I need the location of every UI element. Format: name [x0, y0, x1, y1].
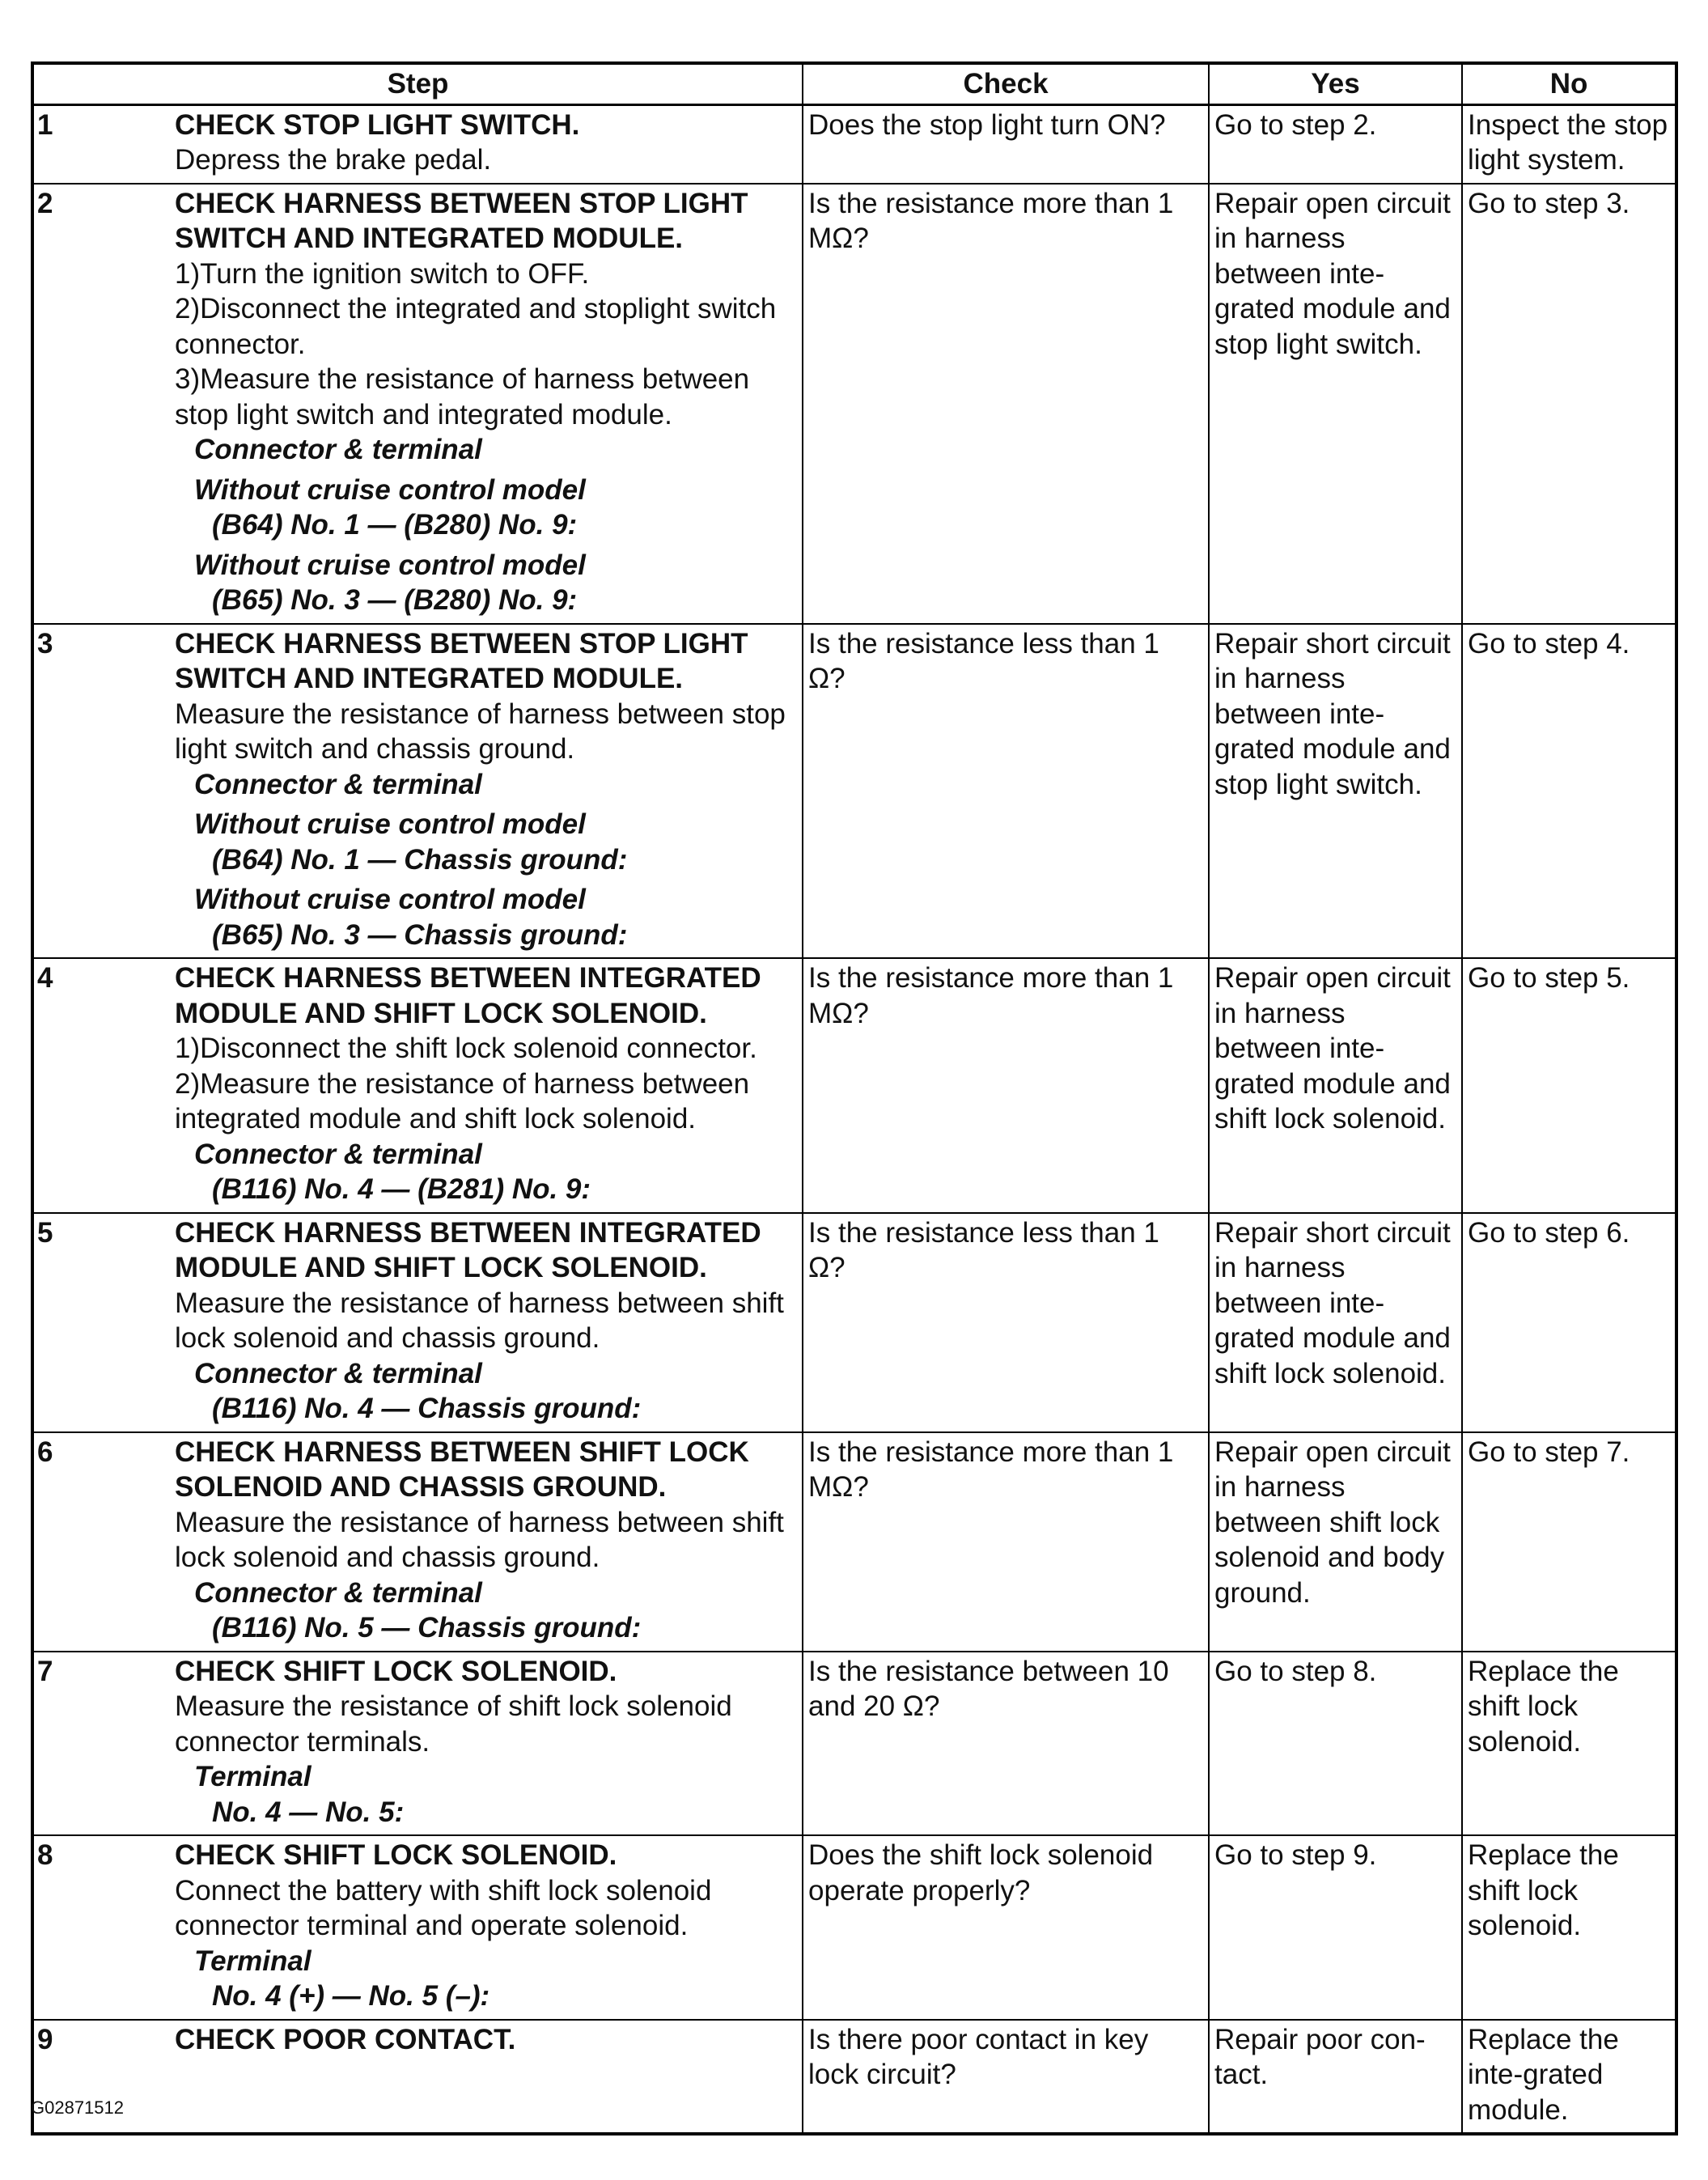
connector-terminal-label: Connector & terminal	[194, 1576, 482, 1609]
step-procedure	[170, 2020, 803, 2135]
table-row	[32, 104, 1676, 184]
terminal-pins: (B64) No. 1 — Chassis ground:	[212, 843, 628, 876]
no-cell: Replace the shift lock solenoid.	[1462, 1652, 1676, 1836]
check-cell: Is the resistance less than 1 Ω?	[803, 1213, 1209, 1432]
table-row	[32, 1432, 1676, 1652]
terminal-pins: (B65) No. 3 — Chassis ground:	[212, 918, 628, 951]
step-title: MODULE AND SHIFT LOCK SOLENOID.	[175, 997, 707, 1029]
step-instruction: 2)Measure the resistance of harness between integrated module and shift lock solenoid.	[175, 1067, 750, 1135]
step-instruction: 1)Turn the ignition switch to OFF.	[175, 257, 590, 290]
step-procedure	[170, 184, 803, 624]
check-cell: Is the resistance more than 1 MΩ?	[803, 1432, 1209, 1652]
step-instruction: Connect the battery with shift lock solenoid connector terminal and operate solenoid.	[175, 1874, 712, 1941]
step-instruction: Depress the brake pedal.	[175, 144, 492, 176]
step-instruction: 1)Disconnect the shift lock solenoid connector.	[175, 1033, 757, 1064]
table-row	[32, 2020, 1676, 2135]
step-instruction: Measure the resistance of shift lock solenoid connector terminals.	[175, 1690, 732, 1758]
step-title: SWITCH AND INTEGRATED MODULE.	[175, 663, 684, 694]
step-title: CHECK POOR CONTACT.	[175, 2023, 516, 2055]
step-title: CHECK SHIFT LOCK SOLENOID.	[175, 1655, 617, 1687]
check-cell: Is there poor contact in key lock circuit?	[803, 2020, 1209, 2135]
step-title: SWITCH AND INTEGRATED MODULE.	[175, 223, 684, 254]
connector-terminal-label: Connector & terminal	[194, 1357, 482, 1389]
table-row	[32, 958, 1676, 1213]
model-variant-label: Without cruise control model	[194, 808, 586, 840]
yes-cell: Repair short circuit in harness between inte-grated module and stop light switch.	[1209, 624, 1462, 959]
table-row	[32, 624, 1676, 959]
table-header-row	[32, 63, 1676, 104]
terminal-pins: No. 4 — No. 5:	[212, 1796, 405, 1828]
table-row	[32, 1652, 1676, 1836]
figure-id: G02871512	[31, 2097, 124, 2118]
step-instruction: Measure the resistance of harness between stop light switch and chassis ground.	[175, 698, 786, 765]
model-variant-label: Without cruise control model	[194, 549, 586, 581]
table-row	[32, 1835, 1676, 2020]
no-cell: Inspect the stop light system.	[1462, 104, 1676, 184]
connector-terminal-label: Connector & terminal	[194, 434, 482, 465]
table-row	[32, 184, 1676, 624]
step-instruction: 2)Disconnect the integrated and stoplight switch connector.	[175, 293, 777, 360]
yes-cell: Go to step 2.	[1209, 104, 1462, 184]
step-title: CHECK STOP LIGHT SWITCH.	[175, 108, 580, 141]
step-number: 4	[32, 958, 170, 1213]
step-title: MODULE AND SHIFT LOCK SOLENOID.	[175, 1252, 707, 1283]
yes-cell: Go to step 8.	[1209, 1652, 1462, 1836]
step-number: 9	[32, 2020, 170, 2135]
no-cell: Replace the inte-grated module.	[1462, 2020, 1676, 2135]
yes-cell: Repair short circuit in harness between inte-grated module and shift lock solenoid.	[1209, 1213, 1462, 1432]
check-cell: Is the resistance less than 1 Ω?	[803, 624, 1209, 959]
terminal-pins: (B65) No. 3 — (B280) No. 9:	[212, 584, 578, 616]
model-variant-label: Without cruise control model	[194, 473, 586, 506]
terminal-pins: No. 4 (+) — No. 5 (–):	[212, 1980, 490, 2012]
step-procedure	[170, 104, 803, 184]
yes-cell: Repair open circuit in harness between shift lock solenoid and body ground.	[1209, 1432, 1462, 1652]
terminal-label: Terminal	[194, 1945, 312, 1977]
step-number: 5	[32, 1213, 170, 1432]
diagnostic-table	[31, 61, 1678, 2135]
check-cell: Does the shift lock solenoid operate properly?	[803, 1835, 1209, 2020]
step-number: 7	[32, 1652, 170, 1836]
check-cell: Is the resistance more than 1 MΩ?	[803, 958, 1209, 1213]
step-number: 8	[32, 1835, 170, 2020]
yes-cell: Repair poor con-tact.	[1209, 2020, 1462, 2135]
no-cell: Go to step 4.	[1462, 624, 1676, 959]
check-column-header: Check	[803, 63, 1209, 104]
table-row	[32, 1213, 1676, 1432]
step-number: 3	[32, 624, 170, 959]
connector-terminal-label: Connector & terminal	[194, 1138, 482, 1170]
step-instruction: 3)Measure the resistance of harness between stop light switch and integrated module.	[175, 363, 750, 430]
step-procedure	[170, 1213, 803, 1432]
step-number: 2	[32, 184, 170, 624]
check-cell: Is the resistance between 10 and 20 Ω?	[803, 1652, 1209, 1836]
step-title: CHECK SHIFT LOCK SOLENOID.	[175, 1839, 617, 1871]
step-title: CHECK HARNESS BETWEEN STOP LIGHT	[175, 187, 748, 219]
yes-cell: Repair open circuit in harness between inte-grated module and stop light switch.	[1209, 184, 1462, 624]
no-cell: Go to step 6.	[1462, 1213, 1676, 1432]
step-column-header: Step	[32, 63, 803, 104]
model-variant-label: Without cruise control model	[194, 884, 586, 915]
terminal-pins: (B116) No. 5 — Chassis ground:	[212, 1612, 642, 1643]
step-instruction: Measure the resistance of harness between shift lock solenoid and chassis ground.	[175, 1287, 784, 1354]
step-procedure	[170, 624, 803, 959]
step-procedure	[170, 1835, 803, 2020]
yes-cell: Go to step 9.	[1209, 1835, 1462, 2020]
no-cell: Replace the shift lock solenoid.	[1462, 1835, 1676, 2020]
terminal-pins: (B116) No. 4 — Chassis ground:	[212, 1393, 642, 1424]
connector-terminal-label: Connector & terminal	[194, 768, 482, 800]
terminal-label: Terminal	[194, 1761, 312, 1792]
no-column-header: No	[1462, 63, 1676, 104]
step-instruction: Measure the resistance of harness between shift lock solenoid and chassis ground.	[175, 1506, 784, 1573]
step-number: 6	[32, 1432, 170, 1652]
no-cell: Go to step 7.	[1462, 1432, 1676, 1652]
step-procedure	[170, 1432, 803, 1652]
step-title: SOLENOID AND CHASSIS GROUND.	[175, 1471, 667, 1503]
step-title: CHECK HARNESS BETWEEN INTEGRATED	[175, 1216, 761, 1249]
check-cell: Does the stop light turn ON?	[803, 104, 1209, 184]
no-cell: Go to step 5.	[1462, 958, 1676, 1213]
yes-cell: Repair open circuit in harness between inte-grated module and shift lock solenoid.	[1209, 958, 1462, 1213]
check-cell: Is the resistance more than 1 MΩ?	[803, 184, 1209, 624]
step-title: CHECK HARNESS BETWEEN SHIFT LOCK	[175, 1436, 749, 1468]
yes-column-header: Yes	[1209, 63, 1462, 104]
no-cell: Go to step 3.	[1462, 184, 1676, 624]
step-procedure	[170, 958, 803, 1213]
step-number: 1	[32, 104, 170, 184]
step-title: CHECK HARNESS BETWEEN INTEGRATED	[175, 962, 761, 994]
step-title: CHECK HARNESS BETWEEN STOP LIGHT	[175, 627, 748, 660]
terminal-pins: (B64) No. 1 — (B280) No. 9:	[212, 509, 578, 541]
terminal-pins: (B116) No. 4 — (B281) No. 9:	[212, 1173, 591, 1205]
step-procedure	[170, 1652, 803, 1836]
